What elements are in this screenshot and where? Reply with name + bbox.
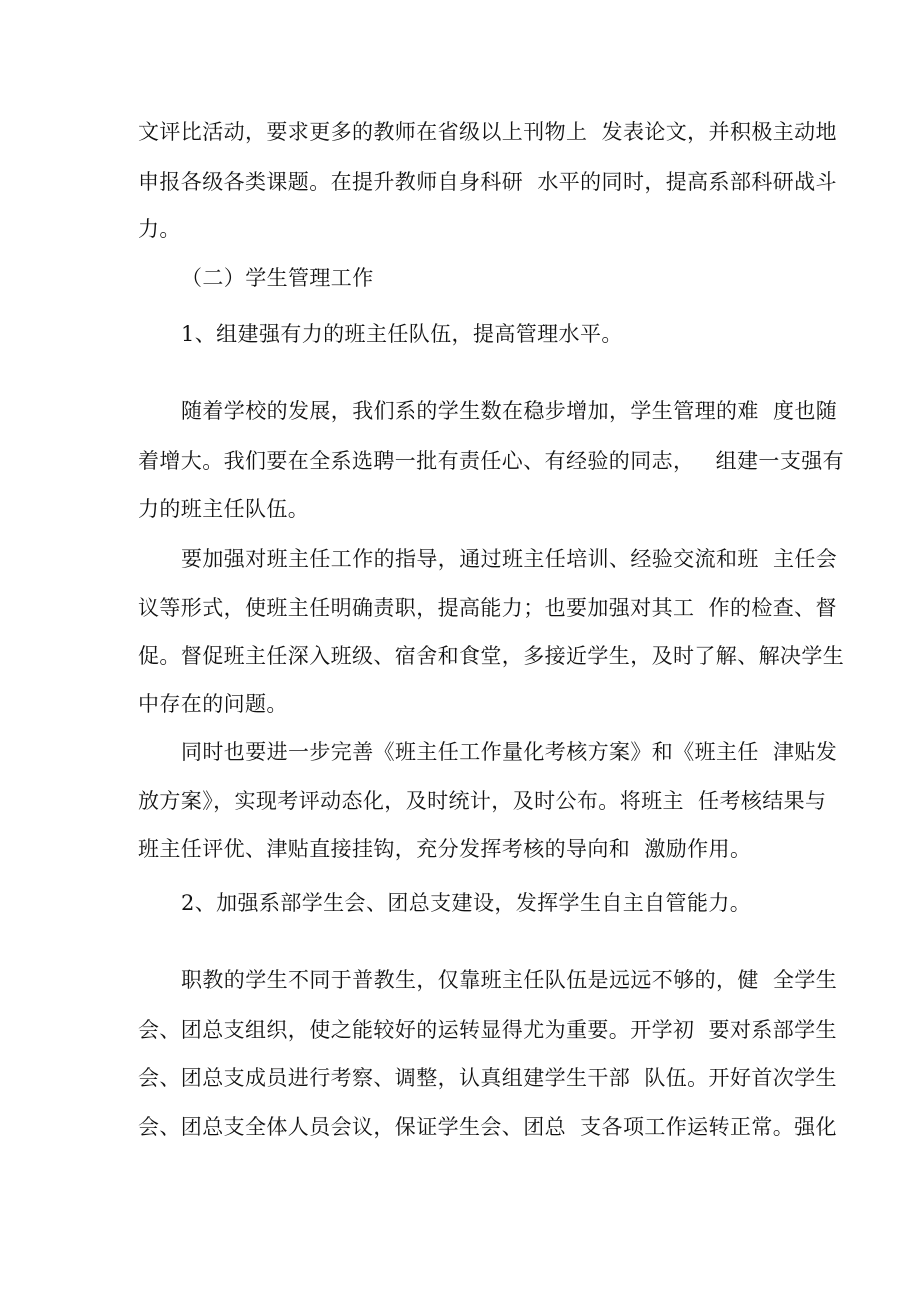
section-heading: （二）学生管理工作 bbox=[181, 266, 374, 290]
text-line: 文评比活动，要求更多的教师在省级以上刊物上 发表论文，并积极主动地 bbox=[138, 120, 837, 144]
text-line: 促。督促班主任深入班级、宿舍和食堂，多接近学生，及时了解、解决学生 bbox=[138, 644, 845, 668]
text-line: 随着学校的发展，我们系的学生数在稳步增加，学生管理的难 度也随 bbox=[181, 399, 838, 423]
text-line: 着增大。我们要在全系选聘一批有责任心、有经验的同志， 组建一支强有 bbox=[138, 449, 845, 473]
text-line: 会、团总支组织，使之能较好的运转显得尤为重要。开学初 要对系部学生 bbox=[138, 1018, 837, 1042]
text-line: 力。 bbox=[138, 217, 181, 241]
text-line: 中存在的问题。 bbox=[138, 692, 288, 716]
text-line: 议等形式，使班主任明确责职，提高能力；也要加强对其工 作的检查、督 bbox=[138, 596, 837, 620]
text-line: 申报各级各类课题。在提升教师自身科研 水平的同时，提高系部科研战斗 bbox=[138, 170, 837, 194]
text-line: 力的班主任队伍。 bbox=[138, 497, 310, 521]
item-heading-1: 1、组建强有力的班主任队伍，提高管理水平。 bbox=[181, 322, 623, 346]
text-line: 同时也要进一步完善《班主任工作量化考核方案》和《班主任 津贴发 bbox=[181, 740, 838, 764]
text-line: 会、团总支成员进行考察、调整，认真组建学生干部 队伍。开好首次学生 bbox=[138, 1066, 837, 1090]
text-line: 放方案》，实现考评动态化，及时统计，及时公布。将班主 任考核结果与 bbox=[138, 789, 827, 813]
item-heading-2: 2、加强系部学生会、团总支建设，发挥学生自主自管能力。 bbox=[181, 891, 752, 915]
text-line: 班主任评优、津贴直接挂钩，充分发挥考核的导向和 激励作用。 bbox=[138, 837, 752, 861]
text-line: 会、团总支全体人员会议，保证学生会、团总 支各项工作运转正常。强化 bbox=[138, 1115, 837, 1139]
text-line: 职教的学生不同于普教生，仅靠班主任队伍是远远不够的，健 全学生 bbox=[181, 968, 838, 992]
text-line: 要加强对班主任工作的指导，通过班主任培训、经验交流和班 主任会 bbox=[181, 547, 838, 571]
